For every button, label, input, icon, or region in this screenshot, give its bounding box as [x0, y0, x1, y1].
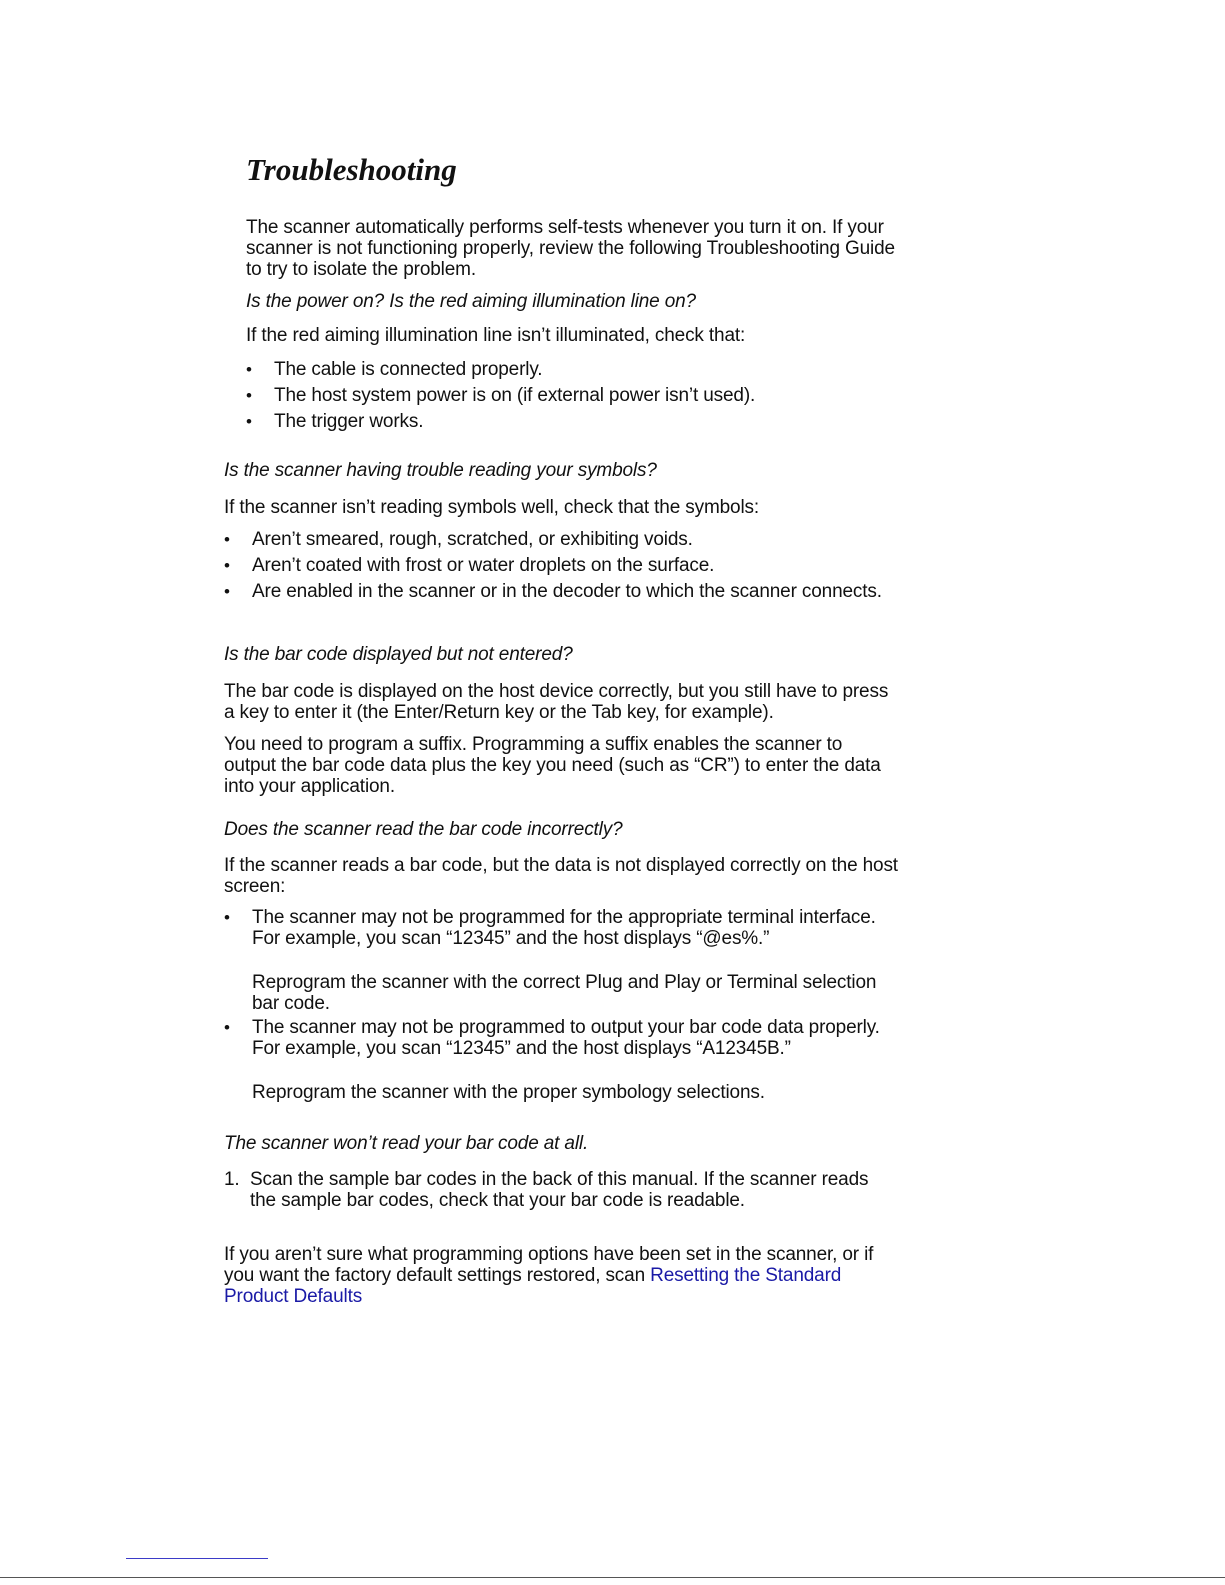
step-text: the sample bar codes, check that your bar code is readable. — [250, 1190, 745, 1211]
reset-defaults-link[interactable]: Product Defaults — [224, 1286, 363, 1307]
list-item: Are enabled in the scanner or in the decoder to which the scanner connects. — [252, 581, 882, 602]
paragraph-line: The bar code is displayed on the host device correctly, but you still have to press — [224, 681, 889, 702]
footer-link-underline — [126, 1558, 268, 1559]
list-item: The host system power is on (if external power isn’t used). — [274, 385, 756, 406]
list-item: Reprogram the scanner with the correct Plug and Play or Terminal selection — [252, 972, 877, 993]
list-item: The scanner may not be programmed for the appropriate terminal interface. — [252, 907, 876, 928]
page-title: Troubleshooting — [246, 152, 457, 187]
reset-defaults-link[interactable]: Resetting the Standard — [650, 1265, 842, 1286]
section-lead: If the red aiming illumination line isn’t illuminated, check that: — [246, 325, 746, 346]
bullet-marker: • — [224, 530, 230, 549]
intro-line: The scanner automatically performs self-tests whenever you turn it on. If your — [246, 217, 884, 238]
bullet-marker: • — [246, 386, 252, 405]
section-heading-wont-read: The scanner won’t read your bar code at all. — [224, 1133, 589, 1154]
list-item: Aren’t coated with frost or water droplets on the surface. — [252, 555, 715, 576]
section-heading-displayed: Is the bar code displayed but not entered? — [224, 644, 573, 665]
step-number: 1. — [224, 1169, 240, 1190]
paragraph-line: output the bar code data plus the key you need (such as “CR”) to enter the data — [224, 755, 881, 776]
list-item: bar code. — [252, 993, 330, 1014]
list-item: For example, you scan “12345” and the host displays “A12345B.” — [252, 1038, 791, 1059]
section-lead: If the scanner isn’t reading symbols well, check that the symbols: — [224, 497, 760, 518]
list-item: The cable is connected properly. — [274, 359, 543, 380]
list-item: The scanner may not be programmed to output your bar code data properly. — [252, 1017, 880, 1038]
bullet-marker: • — [224, 1018, 230, 1037]
paragraph-line: If you aren’t sure what programming options have been set in the scanner, or if — [224, 1244, 874, 1265]
paragraph-line: screen: — [224, 876, 286, 897]
paragraph-line — [224, 1265, 841, 1286]
section-heading-incorrect: Does the scanner read the bar code incorrectly? — [224, 819, 623, 840]
list-item: Reprogram the scanner with the proper symbology selections. — [252, 1082, 765, 1103]
bullet-marker: • — [246, 360, 252, 379]
paragraph-line: into your application. — [224, 776, 395, 797]
bullet-marker: • — [224, 556, 230, 575]
list-item: For example, you scan “12345” and the host displays “@es%.” — [252, 928, 770, 949]
paragraph-line: If the scanner reads a bar code, but the data is not displayed correctly on the host — [224, 855, 898, 876]
section-heading-reading: Is the scanner having trouble reading your symbols? — [224, 460, 657, 481]
paragraph-line: a key to enter it (the Enter/Return key or the Tab key, for example). — [224, 702, 774, 723]
paragraph-line: You need to program a suffix. Programming a suffix enables the scanner to — [224, 734, 843, 755]
bullet-marker: • — [246, 412, 252, 431]
intro-line: scanner is not functioning properly, review the following Troubleshooting Guide — [246, 238, 895, 259]
intro-line: to try to isolate the problem. — [246, 259, 476, 280]
list-item: Aren’t smeared, rough, scratched, or exhibiting voids. — [252, 529, 693, 550]
step-text: Scan the sample bar codes in the back of this manual. If the scanner reads — [250, 1169, 869, 1190]
bullet-marker: • — [224, 582, 230, 601]
section-heading-power: Is the power on? Is the red aiming illumination line on? — [246, 291, 696, 312]
list-item: The trigger works. — [274, 411, 424, 432]
closing-text: you want the factory default settings restored, scan — [224, 1265, 651, 1286]
bullet-marker: • — [224, 908, 230, 927]
page-bottom-rule — [0, 1577, 1225, 1578]
